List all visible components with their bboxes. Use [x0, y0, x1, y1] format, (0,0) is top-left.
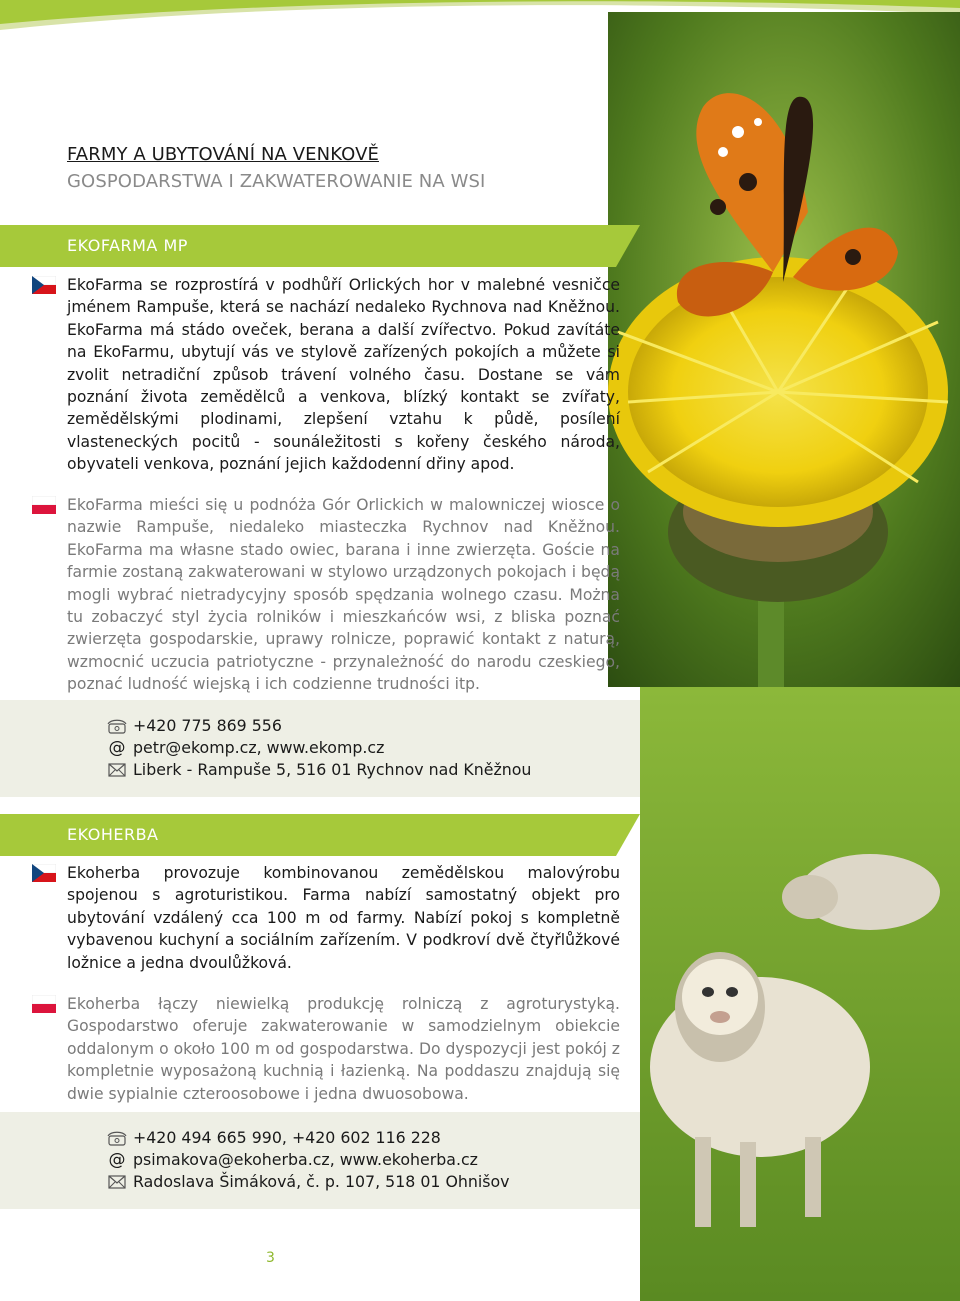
polish-flag-icon — [32, 496, 56, 514]
phone-icon — [107, 718, 127, 734]
ekofarma-text-cz: EkoFarma se rozprostírá v podhůří Orlických hor v malebné vesničce jménem Rampuše, která se nachází nedaleko Rychnova nad Kněžnou. EkoFarma má stádo oveček, berana a další zvířectvo. Pokud zavítáte na EkoFarmu, ubytují vás ve stylově zařízených pokojích a můžete si zvolit netradiční způsob trávení volného času. Dostane se vám poznání života zemědělců a venkova, blízký kontakt se zvířaty, zemědělskými plodinami, zlepšení vztahu k půdě, posílení vlasteneckých pocitů - sounáležitosti s kořeny českého národa, obyvateli venkova, poznání jejich každodenní dřiny apod. — [67, 276, 620, 474]
ekofarma-address-row — [107, 760, 531, 779]
section-heading-ekofarma: EKOFARMA MP — [67, 236, 188, 255]
ekoherba-web-row — [107, 1150, 478, 1169]
ekoherba-text-cz: Ekoherba provozuje kombinovanou zemědělskou malovýrobu spojenou s agroturistikou. Farma nabízí samostatný objekt pro ubytování vzdálený cca 100 m od farmy. Nabízí pokoj s kompletně vybavenou kuchyní a sociálním zařízením. V podkroví dvě čtyřlůžkové ložnice a jedna dvoulůžková. — [67, 864, 620, 972]
page-number: 3 — [266, 1250, 275, 1266]
ekofarma-address: Liberk - Rampuše 5, 516 01 Rychnov nad Kněžnou — [133, 760, 532, 779]
ekoherba-phone-row — [107, 1128, 441, 1147]
page-title-cz: FARMY A UBYTOVÁNÍ NA VENKOVĚ — [67, 144, 379, 165]
sheep-photo — [640, 687, 960, 1301]
envelope-icon — [107, 1174, 127, 1190]
ekoherba-address-row — [107, 1172, 510, 1191]
at-icon: @ — [108, 1149, 126, 1170]
ekoherba-text-pl: Ekoherba łączy niewielką produkcję rolniczą z agroturystyką. Gospodarstwo oferuje zakwaterowanie w samodzielnym obiekcie oddalonym o około 100 m od gospodarstwa. Do dyspozycji jest pokój z kompletnie wyposażoną kuchnią i łazienką. Na poddaszu znajdują się dwie sypialnie czteroosobowe i jedna dwuosobowa. — [67, 995, 620, 1103]
section-heading-ekoherba: EKOHERBA — [67, 825, 159, 844]
ekoherba-phone[interactable]: +420 494 665 990, +420 602 116 228 — [133, 1128, 441, 1147]
ekofarma-web-row — [107, 738, 384, 757]
at-icon: @ — [108, 737, 126, 758]
page-title-pl: GOSPODARSTWA I ZAKWATEROWANIE NA WSI — [67, 171, 486, 192]
ekofarma-phone-row — [107, 716, 282, 735]
ekofarma-contact-box — [0, 700, 640, 797]
envelope-icon — [107, 762, 127, 778]
polish-flag-icon — [32, 995, 56, 1013]
butterfly-photo — [608, 12, 960, 687]
section-heading-container — [0, 225, 640, 267]
ekoherba-web[interactable]: psimakova@ekoherba.cz, www.ekoherba.cz — [133, 1150, 478, 1169]
phone-icon — [107, 1130, 127, 1146]
ekoherba-address: Radoslava Šimáková, č. p. 107, 518 01 Ohnišov — [133, 1172, 510, 1191]
ekoherba-contact-box — [0, 1112, 640, 1209]
czech-flag-icon — [32, 276, 56, 294]
ekofarma-text-pl: EkoFarma mieści się u podnóża Gór Orlickich w malowniczej wiosce o nazwie Rampuše, niedaleko miasteczka Rychnov nad Kněžnou. EkoFarma ma własne stado owiec, barana i inne zwierzęta. Goście na farmie zostaną zakwaterowani w stylowo urządzonych pokojach i będą mogli wybrać nietradycyjny sposób spędzania wolnego czasu. Można tu zobaczyć styl życia rolników i mieszkańców wsi, z bliska poznać zwierzęta gospodarskie, uprawy rolnicze, poprawić kontakt z naturą, wzmocnić uczucia patriotyczne - przynależność do narodu czeskiego, poznać ludność wiejską i ich codzienne trudności itp. — [67, 496, 620, 694]
section-heading-container — [0, 814, 640, 856]
ekofarma-phone[interactable]: +420 775 869 556 — [133, 716, 282, 735]
ekofarma-web[interactable]: petr@ekomp.cz, www.ekomp.cz — [133, 738, 385, 757]
czech-flag-icon — [32, 864, 56, 882]
